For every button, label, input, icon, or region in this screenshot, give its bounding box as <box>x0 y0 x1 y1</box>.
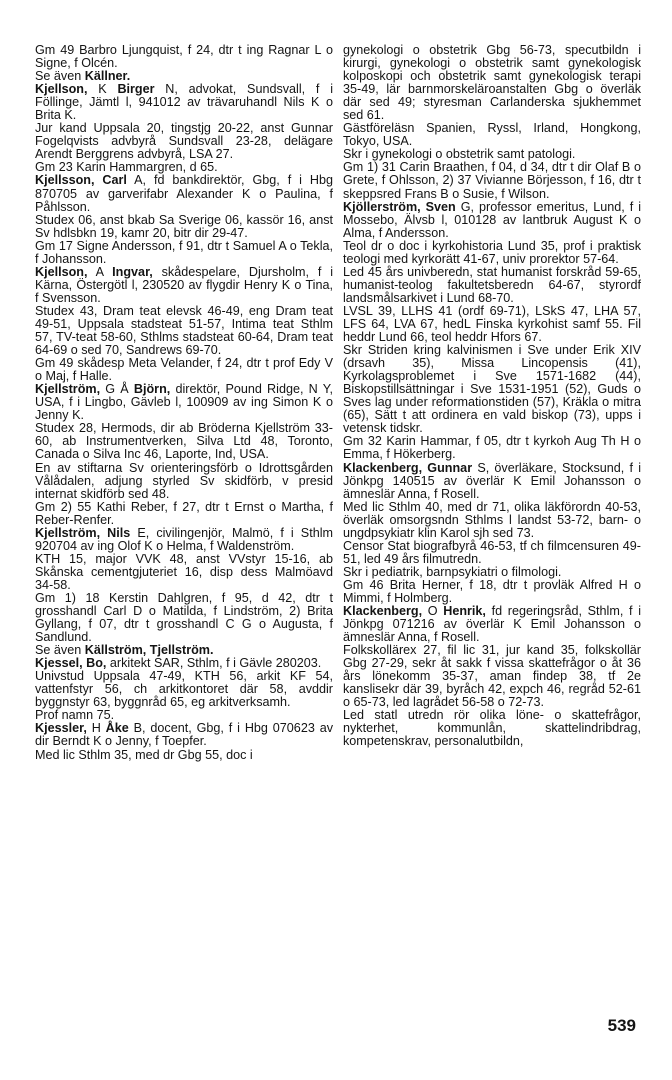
entry-paragraph <box>35 501 333 527</box>
entry-paragraph <box>35 670 333 709</box>
entry-text: Univstud Uppsala 47-49, KTH 56, arkit KF 54, vattenfstyr 56, ch arkitkontoret där 58, avddir byggnstyr 63, byggnråd 65, eg arkitverksamh. <box>35 669 333 710</box>
entry-text: B, docent, Gbg, f i Hbg 070623 av dir Berndt K o Jenny, f Toepfer. <box>35 721 333 749</box>
entry-text: E, civilingenjör, Malmö, f i Sthlm 920704 av ing Olof K o Helma, f Waldenström. <box>35 525 333 553</box>
entry-text: Gm 49 skådesp Meta Velander, f 24, dtr t prof Edy V o Maj, f Halle. <box>35 356 333 384</box>
entry-text: Med lic Sthlm 40, med dr 71, olika läkförordn 40-53, överläk omsorgsndn Sthlms l landst 53-72, barn- o ungdpsykiatr klin Karol sjh sed 73. <box>343 499 641 540</box>
entry-paragraph <box>35 383 333 422</box>
entry-paragraph <box>35 592 333 644</box>
entry-paragraph <box>35 527 333 553</box>
entry-text: Skr i gynekologi o obstetrik samt patologi. <box>343 147 576 162</box>
entry-paragraph <box>35 266 333 305</box>
entry-headword: Klackenberg, Gunnar <box>343 460 473 475</box>
entry-text: Gm 2) 55 Kathi Reber, f 27, dtr t Ernst o Martha, f Reber-Renfer. <box>35 499 333 527</box>
entry-paragraph <box>35 462 333 501</box>
entry-text: fd regeringsråd, Sthlm, f i Jönkpg 071216 av överlär K Emil Johansson o ämneslär Anna, f Rosell. <box>343 604 641 645</box>
entry-paragraph <box>343 201 641 240</box>
entry-paragraph <box>35 305 333 357</box>
entry-text: Censor Stat biografbyrå 46-53, tf ch filmcensuren 49-51, led 49 års filmutredn. <box>343 538 641 566</box>
entry-text: KTH 15, major VVK 48, anst VVstyr 15-16, ab Skånska cementgjuteriet 16, disp dess Malmöavd 34-58. <box>35 551 333 592</box>
entry-text: N, advokat, Sundsvall, f i Föllinge, Jämtl l, 941012 av trävaruhandl Nils K o Brita K. <box>35 82 333 123</box>
entry-text: H <box>86 721 106 736</box>
entry-text: Gm 46 Brita Herner, f 18, dtr t provläk Alfred H o Mimmi, f Holmberg. <box>343 577 641 605</box>
entry-paragraph <box>35 722 333 748</box>
entry-text: G Å <box>100 382 134 397</box>
entry-text: Gm 1) 31 Carin Braathen, f 04, d 34, dtr t dir Olaf B o Grete, f Ohlsson, 2) 37 Vivianne Börjesson, f 16, dtr t skeppsred Frans B o Susie, f Wilson. <box>343 160 641 201</box>
entry-text: Teol dr o doc i kyrkohistoria Lund 35, prof i praktisk teologi med kyrkorätt 41-67, univ prorektor 57-64. <box>343 238 641 266</box>
left-column <box>35 44 333 762</box>
entry-text: gynekologi o obstetrik Gbg 56-73, specutbildn i kirurgi, gynekologi o obstetrik samt gynekologisk kolposkopi och obstetrik samt gynekologisk terapi 35-49, lär barnmorskeläroanstalten Gbg o överläk där sed 49; styresman Carlanderska sjukhemmet sed 61. <box>343 43 641 123</box>
entry-text: direktör, Pound Ridge, N Y, USA, f i Lingbo, Gävleb l, 100909 av ing Simon K o Jenny K. <box>35 382 333 423</box>
entry-headword: Kjessel, Bo, <box>35 656 107 671</box>
entry-paragraph <box>35 83 333 122</box>
entry-paragraph <box>35 422 333 461</box>
entry-text: Led statl utredn rör olika löne- o skattefrågor, nykterhet, kommunlån, skattelindribdrag, kompetenskrav, personalutbildn, <box>343 708 641 749</box>
entry-headword: Birger <box>117 82 155 97</box>
entry-headword: Henrik, <box>443 604 486 619</box>
entry-text: Studex 06, anst bkab Sa Sverige 06, kassör 16, anst Sv hdlsbkn 19, kamr 20, bitr dir 29-47. <box>35 212 333 240</box>
entry-text: Med lic Sthlm 35, med dr Gbg 55, doc i <box>35 747 253 762</box>
entry-paragraph <box>343 644 641 709</box>
entry-text: Gm 32 Karin Hammar, f 05, dtr t kyrkoh Aug Th H o Emma, f Hökerberg. <box>343 434 641 462</box>
right-column <box>343 44 641 749</box>
entry-text: Studex 43, Dram teat elevsk 46-49, eng Dram teat 49-51, Uppsala stadsteat 51-57, Intima teat Sthlm 57, TV-teat 58-60, Sthlms stadsteat 60-64, Dram teat 64-69 o sed 70, Sandrews 69-70. <box>35 303 333 358</box>
entry-text: Skr Striden kring kalvinismen i Sve under Erik XIV (drsavh 35), Missa Lincopensis (41), Kyrkolagsproblemet i Sve 1571-1682 (44), Biskopstillsättningar i Sve 1531-1951 (52), Guds o Sves lag under reformationstiden (57), Kräkla o mitra (65), Sätt t att ordinera en vald biskop (73), upps i vetensk tidskr. <box>343 343 641 436</box>
entry-paragraph <box>35 174 333 213</box>
entry-text: Se även <box>35 643 85 658</box>
entry-text: Prof namn 75. <box>35 708 115 723</box>
entry-paragraph <box>343 462 641 501</box>
entry-headword: Ingvar, <box>112 264 153 279</box>
entry-text: Gm 17 Signe Andersson, f 91, dtr t Samuel A o Tekla, f Johansson. <box>35 238 333 266</box>
entry-paragraph <box>343 540 641 566</box>
entry-text: S, överläkare, Stocksund, f i Jönkpg 140515 av överlär K Emil Johansson o ämneslär Anna, f Rosell. <box>343 460 641 501</box>
entry-headword: Källström, Tjellström. <box>84 643 214 658</box>
entry-paragraph <box>35 553 333 592</box>
entry-paragraph <box>35 357 333 383</box>
entry-text: LVSL 39, LLHS 41 (ordf 69-71), LSkS 47, LHA 57, LFS 64, LVA 67, hedL Finska kyrkohist samf 55. Fil heddr Lund 66, teol heddr Hfors 67. <box>343 303 641 345</box>
entry-text: G, professor emeritus, Lund, f i Mossebo, Älvsb l, 010128 av lantbruk August K o Alma, f Andersson. <box>343 199 642 240</box>
entry-text: A <box>87 264 113 279</box>
entry-paragraph <box>343 501 641 540</box>
entry-paragraph <box>35 214 333 240</box>
entry-text: O <box>422 604 444 619</box>
entry-text: Gästföreläsn Spanien, Ryssl, Irland, Hongkong, Tokyo, USA. <box>343 121 641 149</box>
entry-paragraph <box>343 435 641 461</box>
entry-paragraph <box>35 240 333 266</box>
entry-paragraph <box>35 44 333 70</box>
entry-text: Gm 23 Karin Hammargren, d 65. <box>35 160 218 175</box>
entry-headword: Kjöllerström, Sven <box>343 199 456 214</box>
entry-text: arkitekt SAR, Sthlm, f i Gävle 280203. <box>106 656 322 671</box>
entry-text: Gm 1) 18 Kerstin Dahlgren, f 95, d 42, dtr t grosshandl Carl D o Matilda, f Lindström, 2) Brita Gyllang, f 07, dtr t grosshandl C G o Augusta, f Sandlund. <box>35 590 333 645</box>
page-number: 539 <box>607 1016 636 1035</box>
entry-paragraph <box>343 44 641 122</box>
entry-text: Jur kand Uppsala 20, tingstjg 20-22, anst Gunnar Fogelqvists advbyrå Sundsvall 23-28, delägare Arendt Berggrens advbyrå, LSA 27. <box>35 121 333 162</box>
entry-paragraph <box>343 605 641 644</box>
entry-headword: Björn, <box>133 382 171 397</box>
entry-text: K <box>87 82 118 97</box>
entry-paragraph <box>343 344 641 435</box>
entry-text: Skr i pediatrik, barnpsykiatri o filmologi. <box>343 564 562 579</box>
entry-text: Folkskollärex 27, fil lic 31, jur kand 35, folkskollär Gbg 27-29, sekr åt sakk f vissa skattefrågor o åt 36 års lönekomm 35-37, aman findep 38, tf 2e kanslisekr där 39, byråch 42, expch 46, regråd 52-61 o 65-73, led lagrådet 56-58 o 72-73. <box>343 643 641 710</box>
entry-text: En av stiftarna Sv orienteringsförb o Idrottsgården Vålådalen, adjung styrled Sv skidförb, v presid internat skidförb sed 48. <box>35 460 333 501</box>
entry-headword: Kjellson, <box>35 82 88 97</box>
entry-paragraph <box>343 240 641 266</box>
entry-paragraph <box>343 161 641 200</box>
entry-headword: Kjellström, Nils <box>35 525 131 540</box>
entry-headword: Kjellsson, Carl <box>35 173 127 188</box>
entry-text: Led 45 års univberedn, stat humanist forskråd 59-65, humanist-teolog fakultetsberedn 64-67, styrordf landsmålsarkivet i Lund 68-70. <box>343 264 641 305</box>
entry-text: Studex 28, Hermods, dir ab Bröderna Kjellström 33-60, ab Instrumentverken, Silva Ltd 48, Toronto, Canada o Silva Inc 46, Laporte, Ind, USA. <box>35 421 333 462</box>
entry-text: Se även <box>35 69 85 84</box>
entry-headword: Klackenberg, <box>343 604 423 619</box>
entry-paragraph <box>343 709 641 748</box>
entry-headword: Källner. <box>84 69 131 84</box>
entry-headword: Kjellson, <box>35 264 88 279</box>
entry-headword: Kjessler, <box>35 721 87 736</box>
entry-text: A, fd bankdirektör, Gbg, f i Hbg 870705 av garverifabr Alexander K o Paulina, f Påhlsson. <box>35 173 333 214</box>
entry-paragraph <box>35 122 333 161</box>
entry-text: skådespelare, Djursholm, f i Kärna, Östergötl l, 230520 av flygdir Henry K o Tina, f Svensson. <box>35 264 333 305</box>
entry-paragraph <box>343 305 641 344</box>
entry-text: Gm 49 Barbro Ljungquist, f 24, dtr t ing Ragnar L o Signe, f Olcén. <box>35 43 333 71</box>
entry-paragraph <box>343 122 641 148</box>
entry-paragraph <box>343 579 641 605</box>
entry-headword: Kjellström, <box>35 382 101 397</box>
entry-paragraph <box>343 266 641 305</box>
entry-paragraph <box>35 749 333 762</box>
entry-headword: Åke <box>105 721 129 736</box>
